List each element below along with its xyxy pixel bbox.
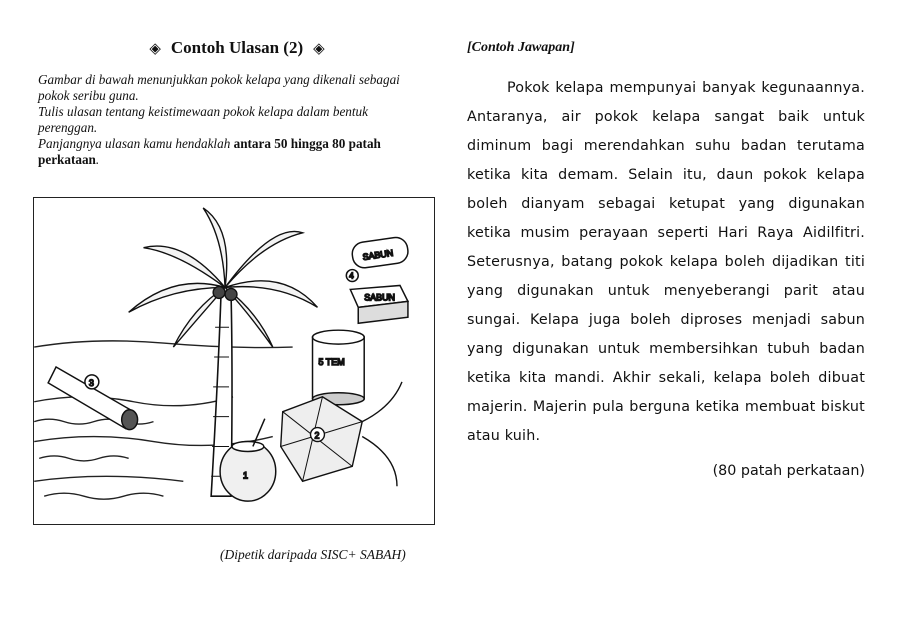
title-text: Contoh Ulasan (2) (170, 38, 304, 57)
soap-label: SABUN (364, 292, 395, 303)
soap-label: SABUN (361, 247, 394, 263)
can-label: 5 TEM (318, 356, 345, 367)
instruction-text: Panjangnya ulasan kamu hendaklah (38, 136, 234, 151)
page-title (32, 38, 442, 58)
instruction-punct: . (95, 152, 100, 167)
coconut-illustration (33, 197, 435, 525)
figure-number-1: 1 (242, 470, 248, 481)
margarine-can (313, 330, 365, 405)
instruction-line (38, 136, 418, 168)
answer-label: [Contoh Jawapan] (467, 40, 575, 55)
question-panel (32, 30, 442, 168)
figure-number-2: 2 (314, 430, 320, 441)
soap-bars (346, 236, 409, 323)
instruction-line: Tulis ulasan tentang keistimewaan pokok kelapa dalam bentuk perenggan. (38, 104, 369, 135)
diamond-bullet-icon: ◈ (149, 40, 161, 57)
source-credit: (Dipetik daripada SISC+ SABAH) (220, 547, 406, 562)
diamond-bullet-icon: ◈ (313, 40, 325, 57)
instruction-line: Gambar di bawah menunjukkan pokok kelapa yang dikenali sebagai pokok seribu guna. (38, 72, 400, 103)
answer-panel (467, 40, 865, 479)
instructions (32, 72, 418, 168)
word-count: (80 patah perkataan) (712, 463, 865, 479)
answer-paragraph: Pokok kelapa mempunyai banyak kegunaannya. Antaranya, air pokok kelapa sangat baik untuk diminum bagi merendahkan suhu badan terutama ketika kita demam. Selain itu, daun pokok kelapa boleh dianyam sebagai ketupat yang digunakan ketika musim perayaan seperti Hari Raya Aidilfitri. Seterusnya, batang pokok kelapa boleh dijadikan titi yang digunakan untuk menyeberangi parit atau sungai. Kelapa juga boleh diproses menjadi sabun yang digunakan untuk membersihkan tubuh badan ketika kita mandi. Akhir sekali, kelapa boleh dibuat majerin. Majerin pula berguna ketika membuat biskut atau kuih. (467, 80, 865, 444)
figure-number-3: 3 (88, 377, 94, 388)
figure-number-4: 4 (349, 271, 354, 281)
word-limit-text: antara 50 hingga 80 patah perkataan (38, 136, 381, 167)
